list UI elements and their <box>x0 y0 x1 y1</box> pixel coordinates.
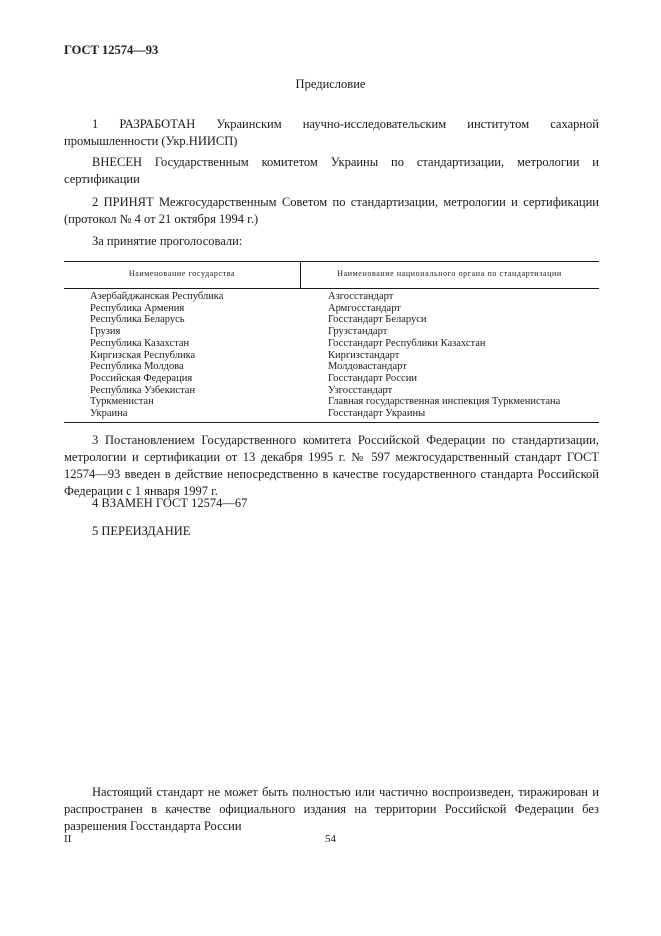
table-cell-body: Киргизстандарт <box>328 349 400 361</box>
table-cell-body: Азгосстандарт <box>328 291 394 302</box>
table-cell-state: Киргизская Республика <box>90 349 196 361</box>
table-cell-body: Госстандарт Беларуси <box>328 314 427 326</box>
paragraph-replaces: 4 ВЗАМЕН ГОСТ 12574—67 <box>92 496 248 510</box>
copyright-notice: Настоящий стандарт не может быть полностью или частично воспроизведен, тиражирован и распространен в качестве официального издания на территории Российской Федерации без разрешения Госстандарта России <box>64 785 599 833</box>
paragraph-introduced: ВНЕСЕН Государственным комитетом Украины по стандартизации, метрологии и сертификации <box>64 155 599 186</box>
table-cell-state: Азербайджанская Республика <box>90 291 224 302</box>
table-cell-body: Госстандарт России <box>328 372 417 384</box>
table-header-body: Наименование национального органа по стандартизации <box>337 269 562 278</box>
table-column-states <box>90 291 223 420</box>
table-column-bodies <box>328 291 560 420</box>
table-cell-body: Узгосстандарт <box>328 384 393 396</box>
paragraph-voted: За принятие проголосовали: <box>92 234 243 248</box>
document-header: ГОСТ 12574—93 <box>64 43 159 57</box>
table-cell-state: Республика Армения <box>90 302 185 314</box>
table-header-state: Наименование государства <box>128 269 236 278</box>
table-cell-state: Республика Беларусь <box>90 314 185 326</box>
table-cell-state: Республика Молдова <box>90 361 184 373</box>
table-cell-state: Республика Узбекистан <box>90 384 196 396</box>
table-cell-body: Армгосстандарт <box>328 302 401 314</box>
table-cell-body: Главная государственная инспекция Туркменистана <box>328 396 561 408</box>
table-cell-body: Госстандарт Украины <box>328 408 426 420</box>
table-cell-body: Грузстандарт <box>328 326 388 338</box>
table-cell-body: Молдовастандарт <box>328 361 407 373</box>
paragraph-developed: 1 РАЗРАБОТАН Украинским научно-исследовательским институтом сахарной промышленности (Укр.НИИСП) <box>64 117 599 148</box>
table-cell-state: Республика Казахстан <box>90 337 190 349</box>
page-number: 54 <box>325 833 336 845</box>
footer-roman-numeral: II <box>64 833 72 845</box>
paragraph-resolution: 3 Постановлением Государственного комитета Российской Федерации по стандартизации, метрологии и сертификации от 13 декабря 1995 г. № 597 межгосударственный стандарт ГОСТ 12574—93 введен в действие непосредственно в качестве государственного стандарта Российской Федерации с 1 января 1997 г. <box>64 433 599 498</box>
table-cell-state: Российская Федерация <box>90 372 193 384</box>
table-cell-state: Туркменистан <box>90 396 154 408</box>
table-cell-state: Грузия <box>90 326 121 338</box>
paragraph-reissue: 5 ПЕРЕИЗДАНИЕ <box>92 524 191 538</box>
table-header-divider <box>64 288 599 289</box>
table-cell-body: Госстандарт Республики Казахстан <box>328 337 486 349</box>
voting-table <box>64 261 599 423</box>
page-title: Предисловие <box>295 77 366 91</box>
paragraph-adopted: 2 ПРИНЯТ Межгосударственным Советом по стандартизации, метрологии и сертификации (протокол № 4 от 21 октября 1994 г.) <box>64 195 599 226</box>
table-cell-state: Украина <box>90 408 128 420</box>
